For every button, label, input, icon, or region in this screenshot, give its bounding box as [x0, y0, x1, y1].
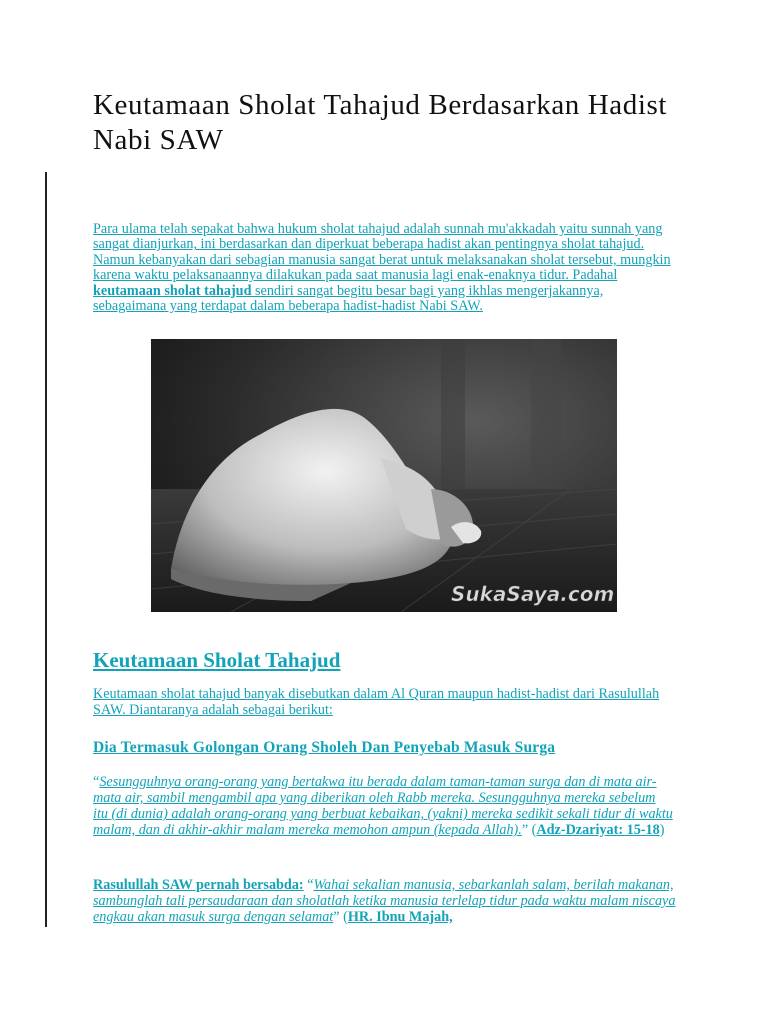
section-intro[interactable]	[93, 686, 663, 718]
intro-paragraph[interactable]	[93, 222, 673, 314]
quran-quote[interactable]	[93, 774, 673, 838]
intro-bold-link[interactable]: keutamaan sholat tahajud	[93, 282, 252, 299]
quote-source[interactable]: Adz-Dzariyat: 15-18	[536, 822, 660, 838]
hadith-text[interactable]: Wahai sekalian manusia, sebarkanlah salam, berilah makanan, sambunglah tali persaudaraan dan sholatlah ketika manusia terlelap tidur pada waktu malam niscaya engkau akan masuk surga dengan selamat	[93, 877, 676, 925]
left-margin-rule	[45, 172, 47, 927]
photo-watermark: SukaSaya.com	[451, 582, 615, 606]
quote-close-mark: ” (	[521, 822, 537, 838]
prostration-photo	[151, 339, 617, 612]
article-title: Keutamaan Sholat Tahajud Berdasarkan Hadist Nabi SAW	[93, 89, 668, 156]
hadith-lead[interactable]: Rasulullah SAW pernah bersabda:	[93, 877, 304, 893]
quote-open-mark: “	[93, 774, 100, 790]
section-heading[interactable]: Keutamaan Sholat Tahajud	[93, 648, 341, 672]
quote-text[interactable]: Sesungguhnya orang-orang yang bertakwa itu berada dalam taman-taman surga dan di mata air-mata air, sambil mengambil apa yang diberikan oleh Rabb mereka. Sesungguhnya mereka sebelum itu (di dunia) adalah orang-orang yang berbuat kebaikan, (yakni) mereka sedikit sekali tidur di waktu malam, dan di akhir-akhir malam mereka memohon ampun (kepada Allah).	[93, 774, 673, 838]
hadith-paragraph[interactable]	[93, 877, 683, 925]
quote-end-mark: )	[659, 822, 665, 838]
section-intro-text[interactable]: Keutamaan sholat tahajud banyak disebutkan dalam Al Quran maupun hadist-hadist dari Rasulullah SAW. Diantaranya adalah sebagai berikut:	[93, 686, 660, 718]
intro-text-end[interactable]: sendiri sangat begitu besar bagi yang ikhlas mengerjakannya, sebagaimana yang terdapat dalam beberapa hadist-hadist Nabi SAW.	[93, 282, 604, 315]
hadith-source[interactable]: HR. Ibnu Majah,	[347, 909, 453, 925]
intro-text-start[interactable]: Para ulama telah sepakat bahwa hukum sholat tahajud adalah sunnah mu'akkadah yaitu sunnah yang sangat dianjurkan, ini berdasarkan dan diperkuat beberapa hadist akan pentingnya sholat tahajud. Namun kebanyakan dari sebagian manusia sangat berat untuk melaksanakan sholat tersebut, mungkin karena waktu pelaksanaannya dilakukan pada saat manusia lagi enak-enaknya tidur. Padahal	[93, 221, 671, 284]
prostration-photo-drawing	[151, 339, 617, 612]
hadith-open-mark: “	[303, 877, 314, 893]
sub-heading[interactable]: Dia Termasuk Golongan Orang Sholeh Dan Penyebab Masuk Surga	[93, 739, 556, 756]
hadith-close-mark: ” (	[333, 909, 348, 925]
